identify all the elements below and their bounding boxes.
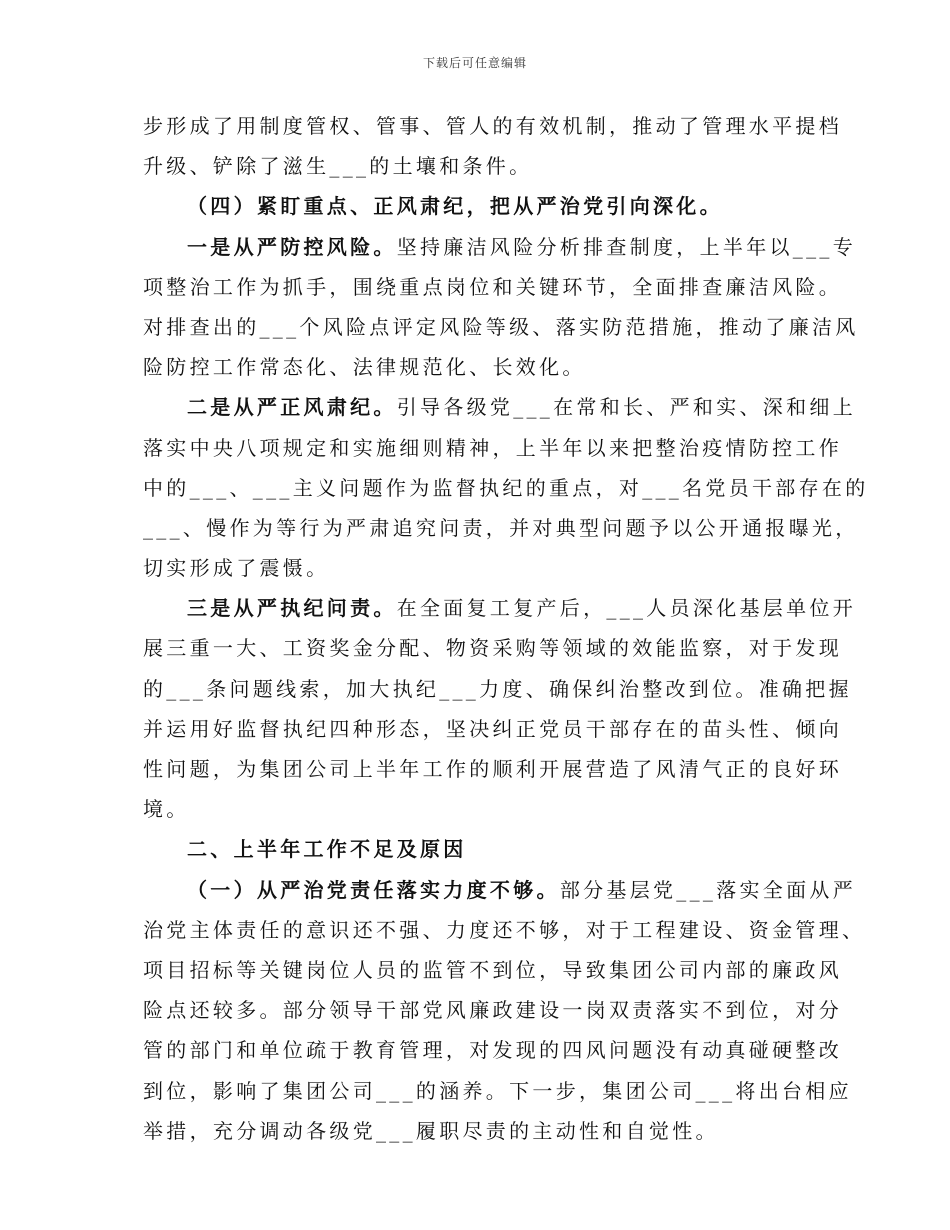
text-line bbox=[143, 950, 842, 990]
text-line bbox=[143, 307, 859, 347]
line-text: 项整治工作为抓手，围绕重点岗位和关键环节，全面排查廉洁风险。 bbox=[143, 274, 842, 299]
text-line bbox=[143, 387, 857, 427]
line-text: 项目招标等关键岗位人员的监管不到位，导致集团公司内部的廉政风 bbox=[143, 957, 842, 982]
bold-lead: 一是从严防控风险。 bbox=[187, 234, 397, 259]
line-text: 步形成了用制度管权、管事、管人的有效机制，推动了管理水平提档 bbox=[143, 114, 842, 138]
bold-lead: 三是从严执纪问责。 bbox=[187, 596, 397, 621]
line-text: 险点还较多。部分领导干部党风廉政建设一岗双责落实不到位，对分 bbox=[143, 998, 842, 1023]
text-line bbox=[143, 709, 842, 749]
line-text: 坚持廉洁风险分析排查制度，上半年以___专 bbox=[396, 234, 857, 259]
text-line bbox=[143, 106, 842, 146]
text-line bbox=[143, 548, 815, 588]
bold-lead: 二是从严正风肃纪。 bbox=[187, 395, 397, 420]
bold-lead: （四）紧盯重点、正风肃纪，把从严治党引向深化。 bbox=[187, 194, 723, 219]
text-line bbox=[143, 588, 857, 628]
line-text: 落实中央八项规定和实施细则精神，上半年以来把整治疫情防控工作 bbox=[143, 435, 842, 460]
text-line bbox=[143, 789, 815, 829]
text-line bbox=[143, 990, 842, 1030]
bold-lead: （一）从严治党责任落实力度不够。 bbox=[187, 877, 560, 902]
text-line bbox=[143, 347, 815, 387]
bold-lead: 二、上半年工作不足及原因 bbox=[187, 837, 467, 862]
line-text: 对排查出的___个风险点评定风险等级、落实防范措施，推动了廉洁风 bbox=[143, 314, 859, 339]
section-heading bbox=[143, 186, 815, 226]
line-text: 险防控工作常态化、法律规范化、长效化。 bbox=[143, 355, 586, 380]
line-text: 到位，影响了集团公司___的涵养。下一步，集团公司___将出台相应 bbox=[143, 1078, 852, 1103]
line-text: 切实形成了震慑。 bbox=[143, 556, 330, 581]
line-text: 引导各级党___在常和长、严和实、深和细上 bbox=[396, 395, 857, 420]
text-line bbox=[143, 267, 842, 307]
line-text: 性问题，为集团公司上半年工作的顺利开展营造了风清气正的良好环 bbox=[143, 757, 842, 781]
line-text: 治党主体责任的意识还不强、力度还不够，对于工程建设、资金管理、 bbox=[143, 917, 866, 942]
text-line bbox=[143, 1071, 852, 1111]
text-line bbox=[143, 428, 842, 468]
line-text: 举措，充分调动各级党___履职尽责的主动性和自觉性。 bbox=[143, 1118, 719, 1143]
text-line bbox=[143, 468, 869, 508]
document-body bbox=[143, 106, 869, 1151]
text-line bbox=[143, 1030, 842, 1070]
text-line bbox=[143, 910, 866, 950]
text-line bbox=[143, 227, 857, 267]
text-line bbox=[143, 749, 842, 789]
line-text: 在全面复工复产后，___人员深化基层单位开 bbox=[396, 596, 857, 621]
line-text: 境。 bbox=[143, 797, 190, 822]
line-text: 的___条问题线索，加大执纪___力度、确保纠治整改到位。准确把握 bbox=[143, 676, 852, 701]
line-text: 部分基层党___落实全面从严 bbox=[559, 877, 857, 902]
section-heading bbox=[143, 829, 815, 869]
text-line bbox=[143, 669, 852, 709]
text-line bbox=[143, 508, 859, 548]
line-text: 中的___、___主义问题作为监督执纪的重点，对___名党员干部存在的 bbox=[143, 475, 869, 500]
line-text: 展三重一大、工资奖金分配、物资采购等领域的效能监察，对于发现 bbox=[143, 636, 842, 661]
line-text: 管的部门和单位疏于教育管理，对发现的四风问题没有动真碰硬整改 bbox=[143, 1038, 842, 1063]
text-line bbox=[143, 870, 857, 910]
text-line bbox=[143, 146, 815, 186]
line-text: 升级、铲除了滋生___的土壤和条件。 bbox=[143, 154, 533, 179]
page-header: 下载后可任意编辑 bbox=[422, 56, 527, 70]
text-line bbox=[143, 1111, 815, 1151]
text-line bbox=[143, 628, 842, 668]
line-text: 并运用好监督执纪四种形态，坚决纠正党员干部存在的苗头性、倾向 bbox=[143, 716, 842, 741]
line-text: ___、慢作为等行为严肃追究问责，并对典型问题予以公开通报曝光， bbox=[143, 515, 859, 540]
